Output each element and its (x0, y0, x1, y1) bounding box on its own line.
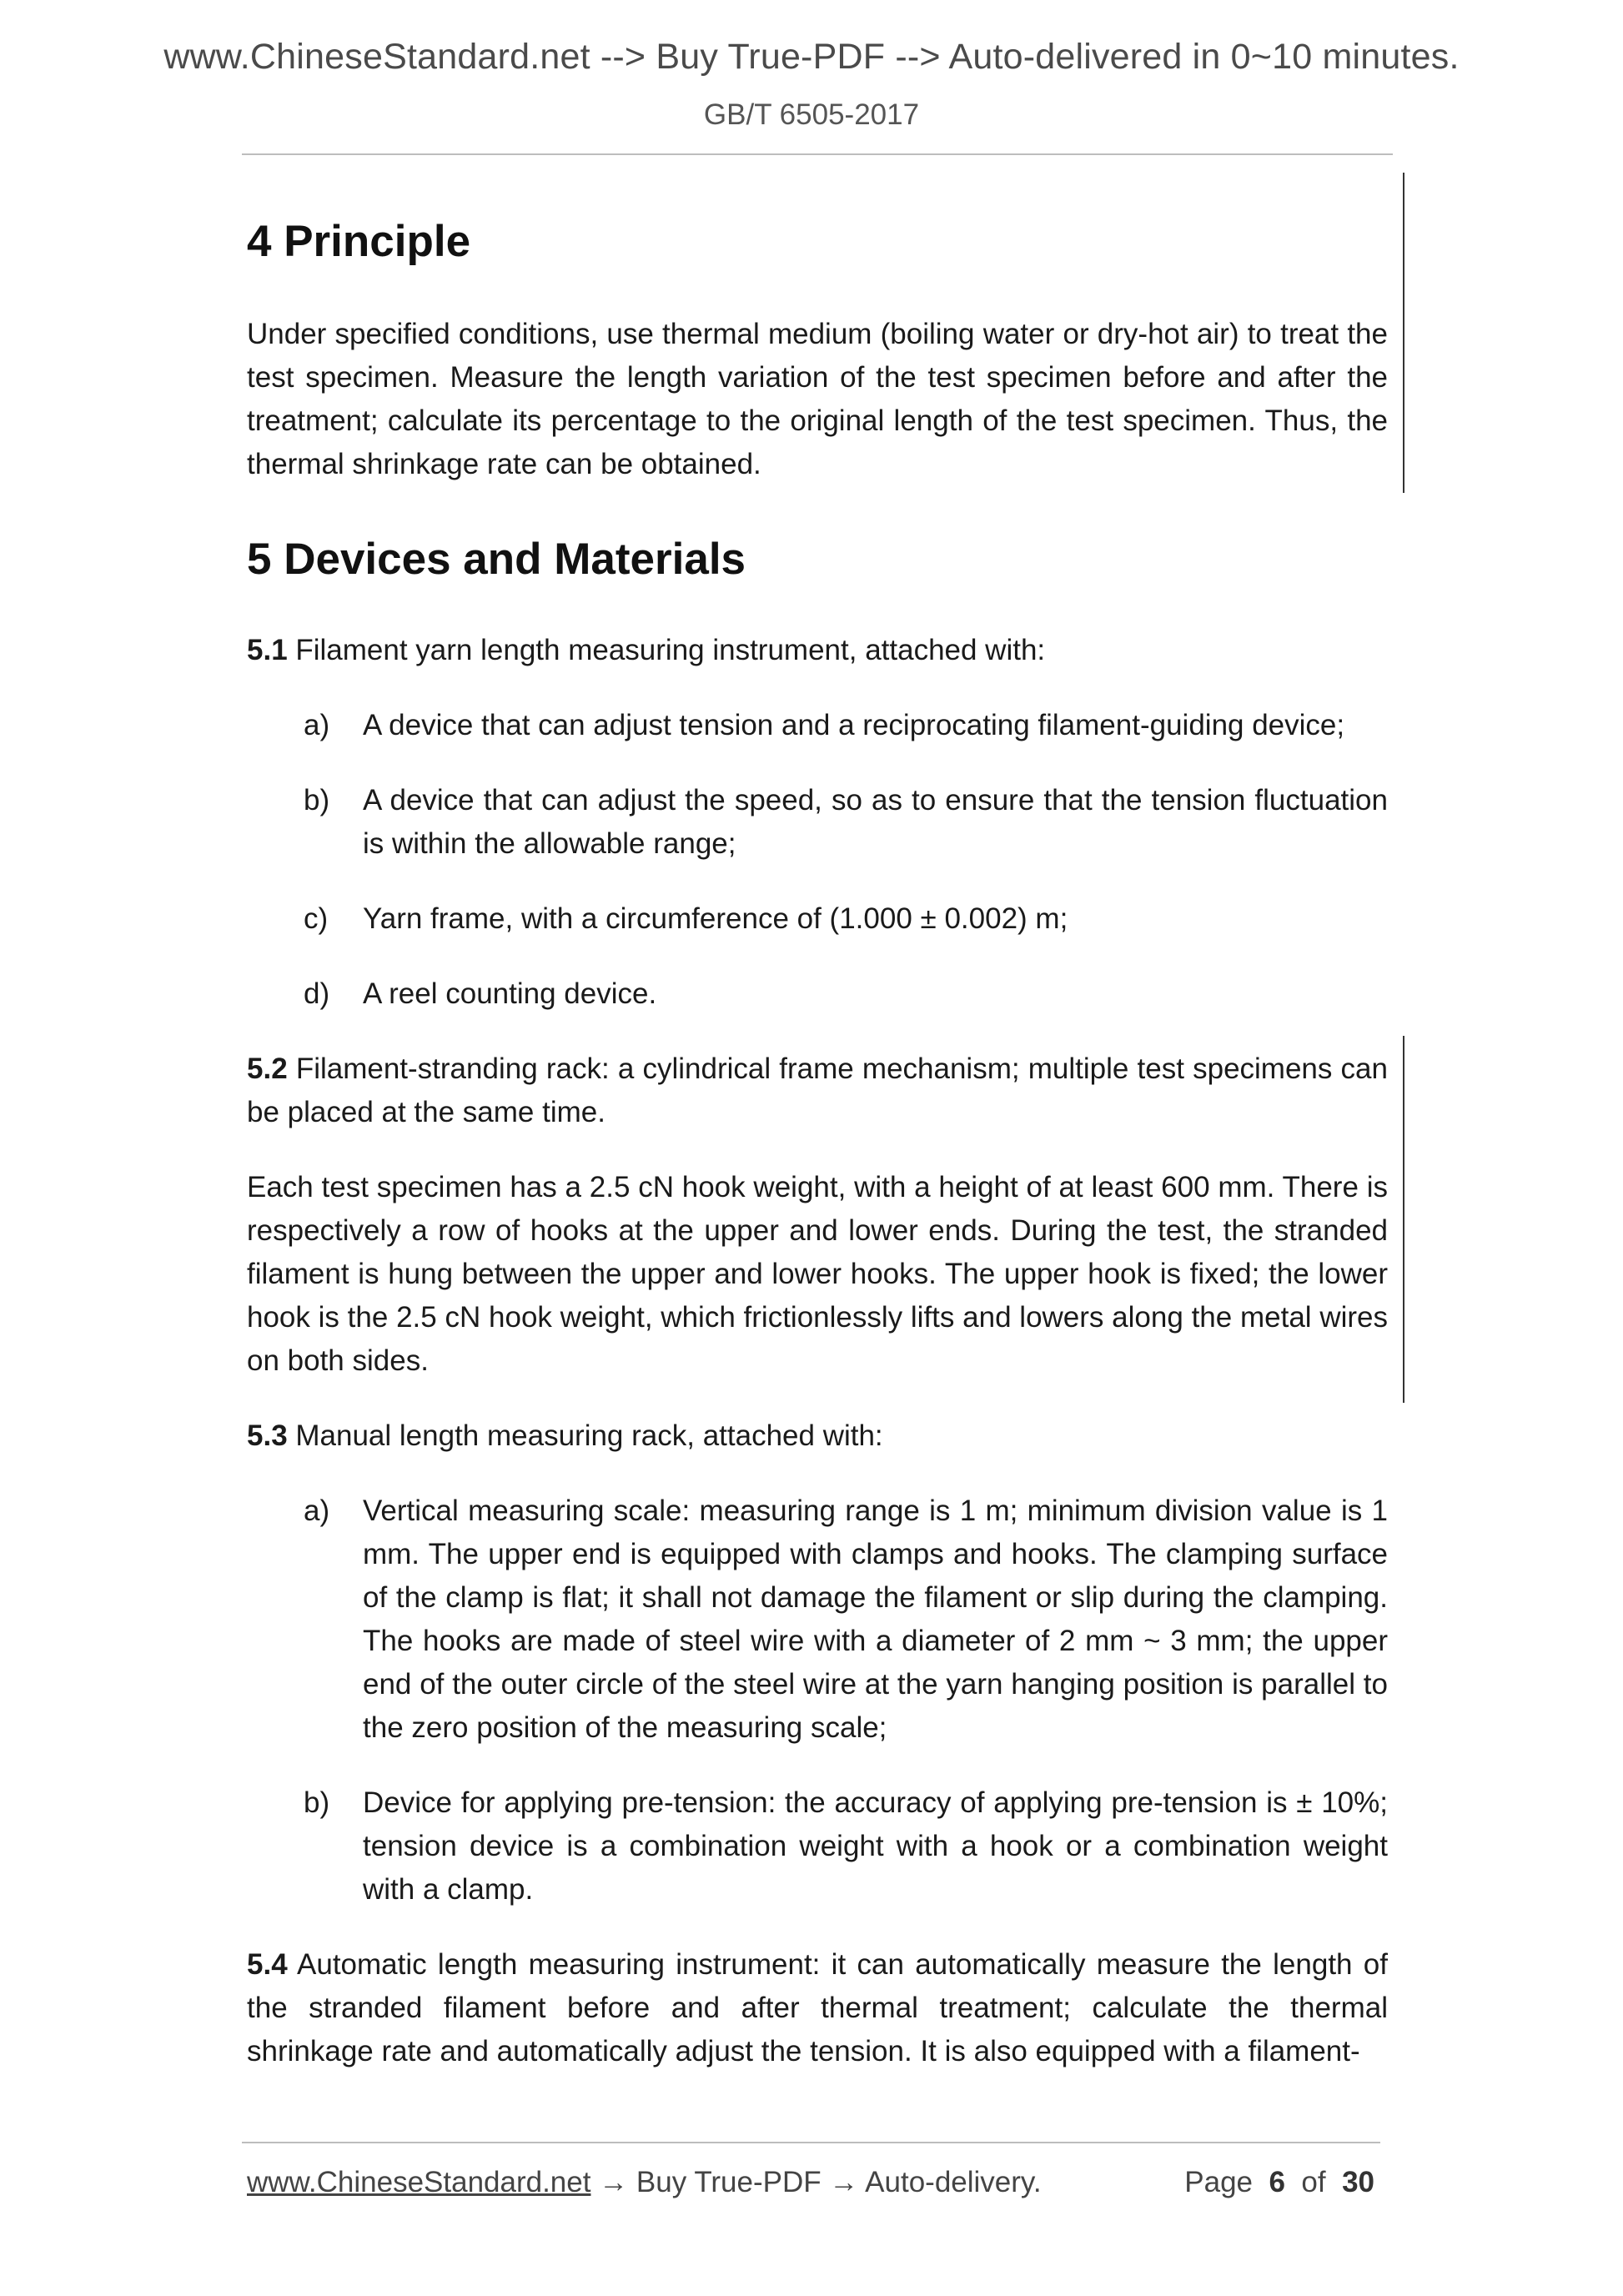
clause-number: 5.2 (247, 1053, 288, 1086)
clause-text: Manual length measuring rack, attached with: (287, 1419, 883, 1453)
change-bar-principle (1403, 173, 1404, 493)
page-current: 6 (1269, 2166, 1285, 2198)
change-bar-rack (1403, 1036, 1404, 1403)
footer-divider (242, 2142, 1380, 2143)
page-indicator (1184, 2166, 1374, 2199)
clause-number: 5.3 (247, 1419, 288, 1453)
footer-link[interactable]: www.ChineseStandard.net (247, 2166, 591, 2198)
header-divider (242, 153, 1393, 155)
clause-5-2 (247, 1048, 1388, 1134)
clause-5-1 (247, 629, 1388, 672)
page-total: 30 (1342, 2166, 1374, 2198)
clause-text: Filament yarn length measuring instrument, attached with: (287, 634, 1046, 667)
clause-number: 5.4 (247, 1948, 288, 1982)
page-content (247, 215, 1388, 2073)
list-marker: c) (304, 902, 329, 936)
list-marker: d) (304, 977, 330, 1011)
list-marker: a) (304, 709, 330, 742)
clause-5-3 (247, 1414, 1388, 1458)
clause-text: Automatic length measuring instrument: it can automatically measure the length of the stranded filament before and after thermal treatment; calculate the thermal shrinkage rate and automatically adjust the tension. It is also equipped with a filament- (247, 1948, 1388, 2068)
list-item-text: Vertical measuring scale: measuring range is 1 m; minimum division value is 1 mm. The upper end is equipped with clamps and hooks. The clamping surface of the clamp is flat; it shall not damage the filament or slip during the clamping. The hooks are made of steel wire with a diameter of 2 mm ~ 3 mm; the upper end of the outer circle of the steel wire at the yarn hanging position is parallel to the zero position of the measuring scale; (363, 1495, 1388, 1745)
clause-5-2-paragraph: Each test specimen has a 2.5 cN hook weight, with a height of at least 600 mm. There is respectively a row of hooks at the upper and lower ends. During the test, the stranded filament is hung between the upper and lower hooks. The upper hook is fixed; the lower hook is the 2.5 cN hook weight, which frictionlessly lifts and lowers along the metal wires on both sides. (247, 1171, 1388, 1378)
section-4-paragraph: Under specified conditions, use thermal medium (boiling water or dry-hot air) to treat the test specimen. Measure the length variation of the test specimen before and after the treatment; calculate its percentage to the original length of the test specimen. Thus, the thermal shrinkage rate can be obtained. (247, 317, 1388, 480)
list-item-text: A device that can adjust the speed, so as to ensure that the tension fluctuation is within the allowable range; (363, 784, 1388, 861)
list-item-text: A reel counting device. (363, 977, 657, 1011)
clause-number: 5.1 (247, 634, 288, 667)
list-item (247, 704, 1388, 747)
list-item (247, 1781, 1388, 1912)
list-item-text: Yarn frame, with a circumference of (1.000 ± 0.002) m; (363, 902, 1068, 936)
list-item-text: A device that can adjust tension and a reciprocating filament-guiding device; (363, 709, 1345, 742)
list-item (247, 779, 1388, 866)
page-footer (247, 2166, 1381, 2199)
standard-number: GB/T 6505-2017 (703, 98, 920, 131)
page-label: Page (1184, 2166, 1254, 2198)
list-marker: b) (304, 1786, 330, 1820)
header-banner: www.ChineseStandard.net --> Buy True-PDF --> Auto-delivered in 0~10 minutes. (163, 37, 1460, 77)
footer-text: → Buy True-PDF → Auto-delivery. (590, 2166, 1042, 2198)
clause-5-4 (247, 1943, 1388, 2073)
page-of: of (1301, 2166, 1326, 2198)
list-marker: a) (304, 1495, 330, 1528)
list-marker: b) (304, 784, 330, 817)
clause-text: Filament-stranding rack: a cylindrical frame mechanism; multiple test specimens can be placed at the same time. (247, 1053, 1388, 1129)
section-4-heading: 4 Principle (247, 217, 471, 266)
list-item-text: Device for applying pre-tension: the accuracy of applying pre-tension is ± 10%; tension device is a combination weight with a hook or a combination weight with a clamp. (363, 1786, 1388, 1907)
list-item (247, 972, 1388, 1016)
list-item (247, 1490, 1388, 1750)
section-5-heading: 5 Devices and Materials (247, 534, 746, 584)
list-item (247, 897, 1388, 941)
